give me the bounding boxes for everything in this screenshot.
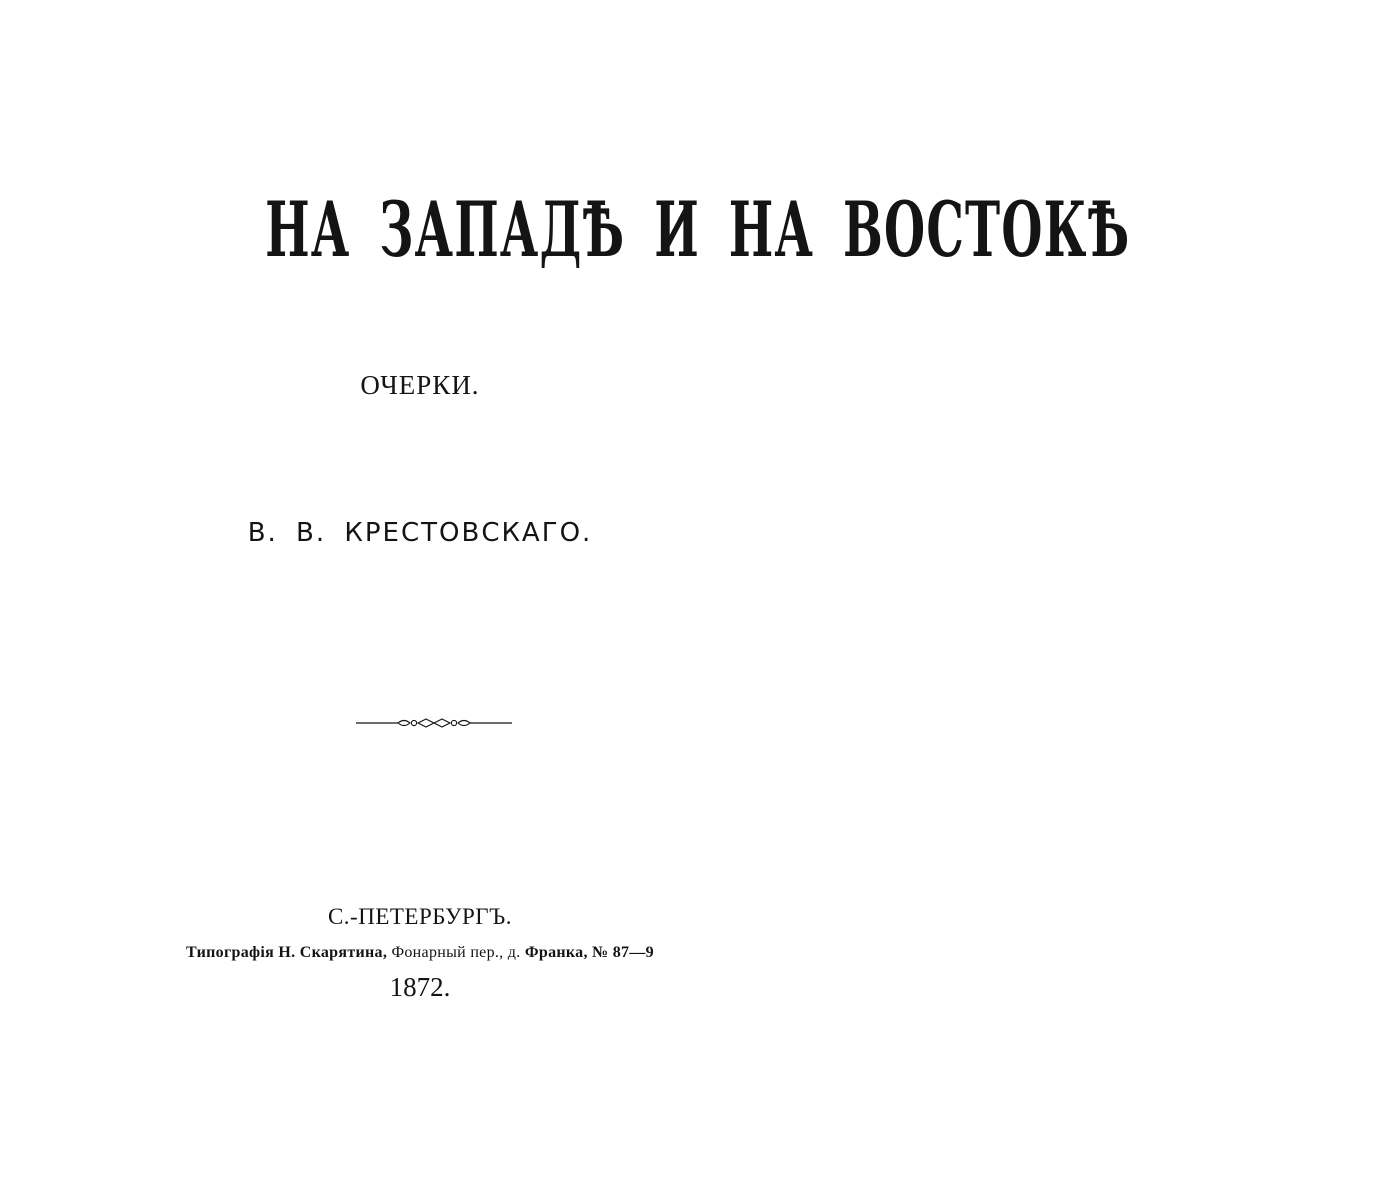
press-name: Н. Скарятина, bbox=[278, 944, 388, 961]
press-house: Франка, № 87—9 bbox=[524, 944, 654, 961]
imprint-press bbox=[0, 940, 840, 966]
imprint-city: С.-ПЕТЕРБУРГЪ. bbox=[327, 904, 513, 929]
book-title bbox=[0, 182, 1131, 278]
ornament-divider-icon bbox=[354, 712, 514, 734]
book-subtitle: ОЧЕРКИ. bbox=[360, 370, 480, 400]
book-title-text: НА ЗАПАДѢ И НА ВОСТОКѢ bbox=[265, 185, 1131, 274]
imprint-year: 1872. bbox=[389, 972, 451, 1002]
press-street: Фонарный пер., д. bbox=[391, 944, 521, 961]
author-name: В. В. КРЕСТОВСКАГО. bbox=[247, 518, 593, 548]
press-prefix: Типографія bbox=[186, 944, 275, 961]
